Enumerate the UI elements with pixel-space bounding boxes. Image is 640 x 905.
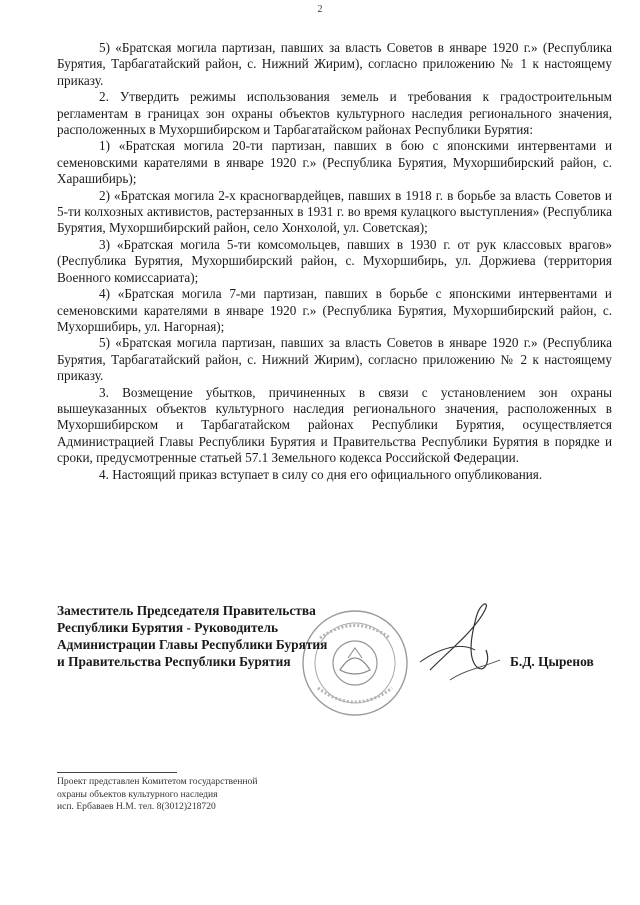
signatory-title-line: Республики Бурятия - Руководитель	[57, 620, 279, 635]
paragraph: 2) «Братская могила 2-х красногвардейцев, павших в 1918 г. в борьбе за власть Советов и 5-ти колхозных активистов, растерзанных в 1931 г. во время кулацкого выступления» (Республика Бурятия, Мухоршибирский район, село Хонхолой, ул. Советская);	[57, 187, 612, 236]
paragraph: 4. Настоящий приказ вступает в силу со дня его официального опубликования.	[99, 466, 543, 482]
footnote-line: охраны объектов культурного наследия	[57, 788, 218, 800]
footnote-divider	[57, 772, 177, 773]
paragraph: 2. Утвердить режимы использования земель и требования к градостроительным регламентам в границах зон охраны объектов культурного наследия регионального значения, расположенных в Мухоршибирском и Тарбагатайском районах Республики Бурятия:	[57, 89, 612, 138]
paragraph: 5) «Братская могила партизан, павших за власть Советов в январе 1920 г.» (Республика Бурятия, Тарбагатайский район, с. Нижний Жирим), согласно приложению № 1 к настоящему приказу.	[57, 40, 612, 88]
signatory-title	[57, 602, 357, 670]
paragraph: 3. Возмещение убытков, причиненных в связи с установлением зон охраны вышеуказанных объектов культурного наследия регионального значения, расположенных в Мухоршибирском и Тарбагатайском районах Республики Бурятия, осуществляется Администрацией Главы Республики Бурятия и Правительства Республики Бурятия в порядке и сроки, предусмотренные статьей 57.1 Земельного кодекса Российской Федерации.	[57, 384, 612, 466]
signatory-title-line: Заместитель Председателя Правительства	[57, 603, 316, 618]
page-number: 2	[317, 4, 323, 15]
document-body	[57, 40, 612, 483]
footnote	[57, 776, 357, 814]
signatory-title-line: Администрации Главы Республики Бурятия	[57, 637, 328, 652]
paragraph: 1) «Братская могила 20-ти партизан, павших в бою с японскими интервентами и семеновскими карателями в январе 1920 г.» (Республика Бурятия, Мухоршибирский район, с. Харашибирь);	[57, 138, 612, 187]
paragraph: 4) «Братская могила 7-ми партизан, павших в борьбе с японскими интервентами и семеновскими карателями в январе 1920 г.» (Республика Бурятия, Мухоршибирский район, с. Мухоршибирь, ул. Нагорная);	[57, 286, 612, 334]
signatory-name: Б.Д. Цыренов	[510, 654, 594, 669]
footnote-line: Проект представлен Комитетом государственной	[57, 776, 258, 787]
signatory-title-line: и Правительства Республики Бурятия	[57, 654, 291, 669]
paragraph: 3) «Братская могила 5-ти комсомольцев, павших в 1930 г. от рук классовых врагов» (Республика Бурятия, Мухоршибирский район, с. Мухоршибирь, ул. Доржиева (территория Военного комиссариата);	[57, 236, 612, 285]
footnote-line: исп. Ербаваев Н.М. тел. 8(3012)218720	[57, 801, 216, 813]
paragraph: 5) «Братская могила партизан, павших за власть Советов в январе 1920 г.» (Республика Бурятия, Тарбагатайский район, с. Нижний Жирим), согласно приложению № 2 к настоящему приказу.	[57, 335, 612, 384]
